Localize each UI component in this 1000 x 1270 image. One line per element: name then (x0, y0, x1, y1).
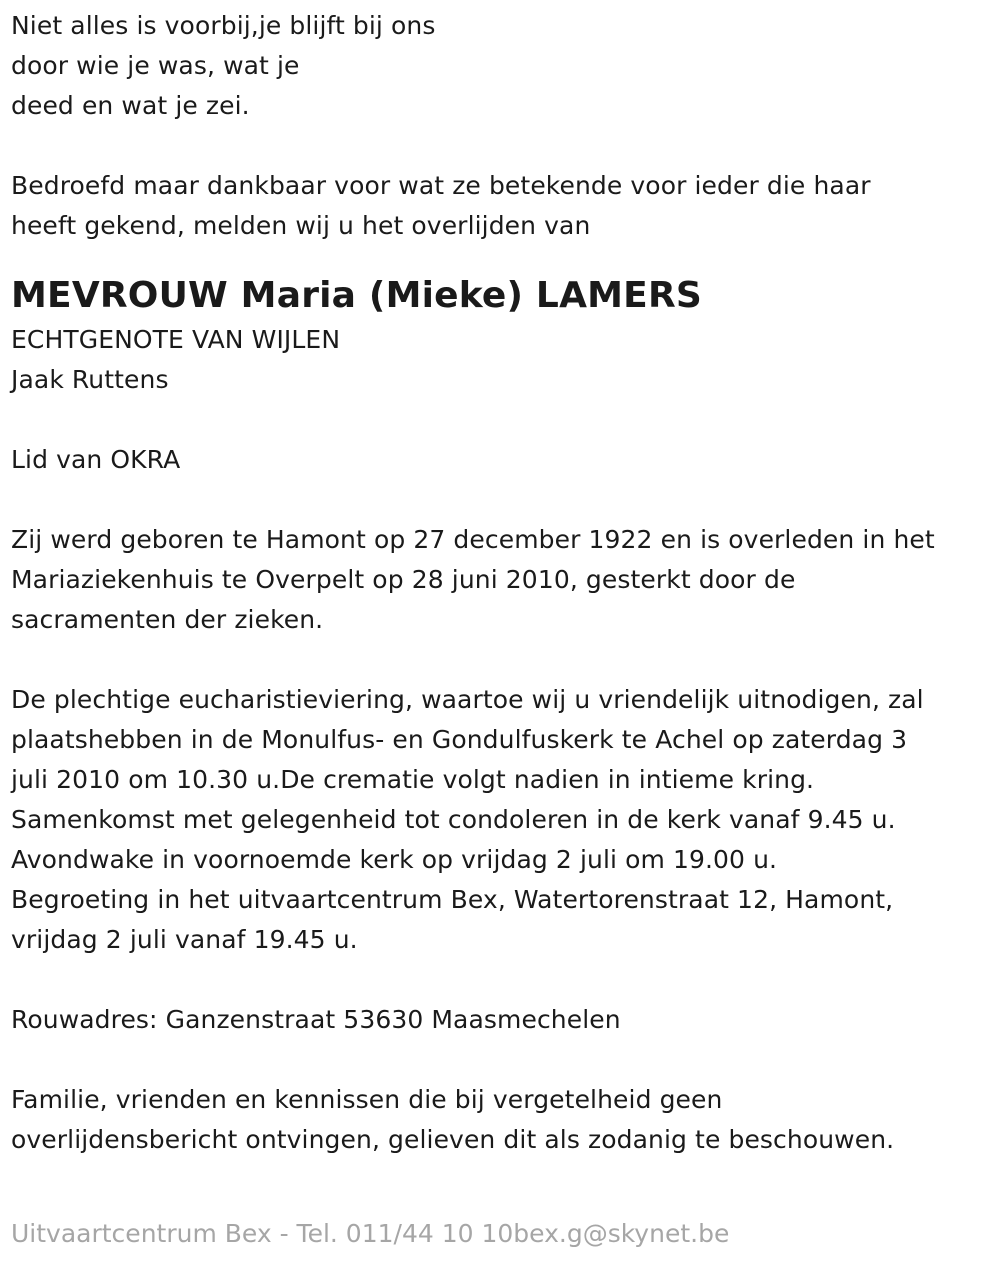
verse-line: deed en wat je zei. (11, 91, 250, 120)
ceremony-line: De plechtige eucharistieviering, waartoe wij u vriendelijk uitnodigen, zal (11, 685, 924, 714)
spacer (11, 640, 986, 680)
birth-death-line: Mariaziekenhuis te Overpelt op 28 juni 2010, gesterkt door de (11, 565, 796, 594)
spacer (11, 400, 986, 440)
intro-line: Bedroefd maar dankbaar voor wat ze betekende voor ieder die haar (11, 171, 871, 200)
ceremony-block (11, 680, 986, 960)
spacer (11, 246, 986, 266)
ceremony-line: vrijdag 2 juli vanaf 19.45 u. (11, 925, 358, 954)
notice-line: overlijdensbericht ontvingen, gelieven dit als zodanig te beschouwen. (11, 1125, 895, 1154)
birth-death-line: Zij werd geboren te Hamont op 27 december 1922 en is overleden in het (11, 525, 935, 554)
notice-line: Familie, vrienden en kennissen die bij vergetelheid geen (11, 1085, 723, 1114)
notice-block (11, 1080, 986, 1160)
funeral-home-footer: Uitvaartcentrum Bex - Tel. 011/44 10 10bex.g@skynet.be (11, 1219, 730, 1248)
deceased-relation: ECHTGENOTE VAN WIJLEN (11, 325, 341, 354)
mourning-address: Rouwadres: Ganzenstraat 53630 Maasmechelen (11, 1005, 621, 1034)
spouse-name: Jaak Ruttens (11, 365, 169, 394)
obituary-document (11, 6, 986, 1160)
membership: Lid van OKRA (11, 445, 181, 474)
verse-line: Niet alles is voorbij,je blijft bij ons (11, 11, 436, 40)
deceased-name: MEVROUW Maria (Mieke) LAMERS (11, 275, 702, 316)
intro-line: heeft gekend, melden wij u het overlijden van (11, 211, 591, 240)
spacer (11, 960, 986, 1000)
intro-block (11, 166, 986, 246)
ceremony-line: Begroeting in het uitvaartcentrum Bex, Watertorenstraat 12, Hamont, (11, 885, 894, 914)
ceremony-line: juli 2010 om 10.30 u.De crematie volgt nadien in intieme kring. (11, 765, 815, 794)
birth-death-line: sacramenten der zieken. (11, 605, 324, 634)
verse-line: door wie je was, wat je (11, 51, 300, 80)
ceremony-line: Samenkomst met gelegenheid tot condoleren in de kerk vanaf 9.45 u. (11, 805, 896, 834)
verse-block (11, 6, 986, 126)
spacer (11, 126, 986, 166)
spacer (11, 1040, 986, 1080)
spacer (11, 480, 986, 520)
birth-death-block (11, 520, 986, 640)
ceremony-line: Avondwake in voornoemde kerk op vrijdag 2 juli om 19.00 u. (11, 845, 778, 874)
ceremony-line: plaatshebben in de Monulfus- en Gondulfuskerk te Achel op zaterdag 3 (11, 725, 908, 754)
